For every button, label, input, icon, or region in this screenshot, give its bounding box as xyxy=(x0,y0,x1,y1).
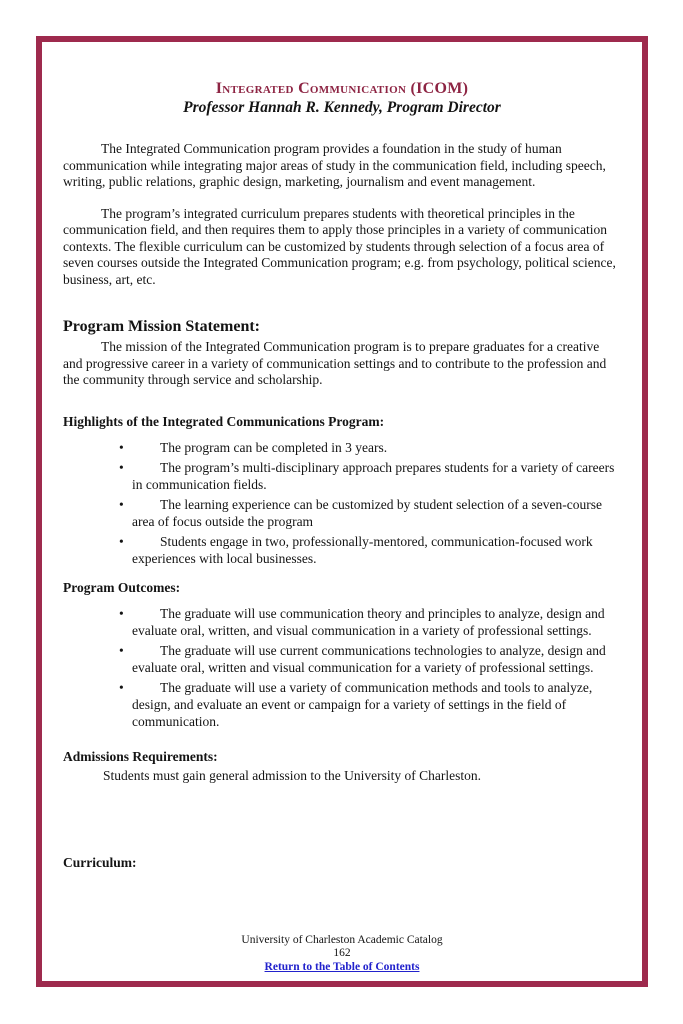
list-item xyxy=(119,642,621,676)
list-item xyxy=(119,533,621,567)
intro-paragraph-2: The program’s integrated curriculum prepares students with theoretical principles in the communication field, and then requires them to apply those principles in a variety of communication contexts. The flexible curriculum can be customized by students through selection of a focus area of seven courses outside the Integrated Communication program; e.g. from psychology, political science, business, art, etc. xyxy=(63,205,616,287)
program-director-subtitle: Professor Hannah R. Kennedy, Program Director xyxy=(183,99,501,116)
outcome-item-text: The graduate will use communication theory and principles to analyze, design and evaluate oral, written, and visual communication in a variety of professional settings. xyxy=(132,605,605,638)
highlight-item-text: The learning experience can be customized by student selection of a seven-course area of focus outside the program xyxy=(132,496,602,529)
intro-paragraph-1: The Integrated Communication program provides a foundation in the study of human communication while integrating major areas of study in the communication field, including speech, writing, public relations, graphic design, marketing, journalism and event management. xyxy=(63,141,606,189)
admissions-heading: Admissions Requirements: xyxy=(63,748,218,764)
list-item xyxy=(119,496,621,530)
mission-body: The mission of the Integrated Communication program is to prepare graduates for a creative and progressive career in a variety of communication settings and to contribute to the profession and the community through service and scholarship. xyxy=(63,339,607,387)
page-footer xyxy=(48,934,636,975)
return-to-toc-link[interactable]: Return to the Table of Contents xyxy=(264,960,420,973)
highlight-item-text: The program can be completed in 3 years. xyxy=(160,439,388,455)
page-border-frame xyxy=(36,36,648,987)
outcomes-heading: Program Outcomes: xyxy=(63,579,181,595)
highlight-item-text: Students engage in two, professionally-mentored, communication-focused work experiences with local businesses. xyxy=(132,533,593,566)
catalog-title-line: University of Charleston Academic Catalog xyxy=(241,933,443,946)
list-item xyxy=(119,439,621,456)
page-number: 162 xyxy=(333,947,351,959)
outcome-item-text: The graduate will use current communications technologies to analyze, design and evaluate oral, written and visual communication for a variety of professional settings. xyxy=(132,642,606,675)
curriculum-heading: Curriculum: xyxy=(63,855,137,870)
highlight-item-text: The program’s multi-disciplinary approach prepares students for a variety of careers in communication fields. xyxy=(132,459,615,492)
admissions-body: Students must gain general admission to the University of Charleston. xyxy=(103,767,481,783)
program-title: Integrated Communication (ICOM) xyxy=(215,80,469,97)
highlights-list xyxy=(63,439,621,567)
list-item xyxy=(119,605,621,639)
list-item xyxy=(119,679,621,730)
page-content xyxy=(48,42,636,981)
mission-heading: Program Mission Statement: xyxy=(63,318,260,335)
outcome-item-text: The graduate will use a variety of communication methods and tools to analyze, design, and evaluate an event or campaign for a variety of settings in the field of communication. xyxy=(132,679,593,729)
outcomes-list xyxy=(63,605,621,730)
list-item xyxy=(119,459,621,493)
highlights-heading: Highlights of the Integrated Communications Program: xyxy=(63,413,385,429)
